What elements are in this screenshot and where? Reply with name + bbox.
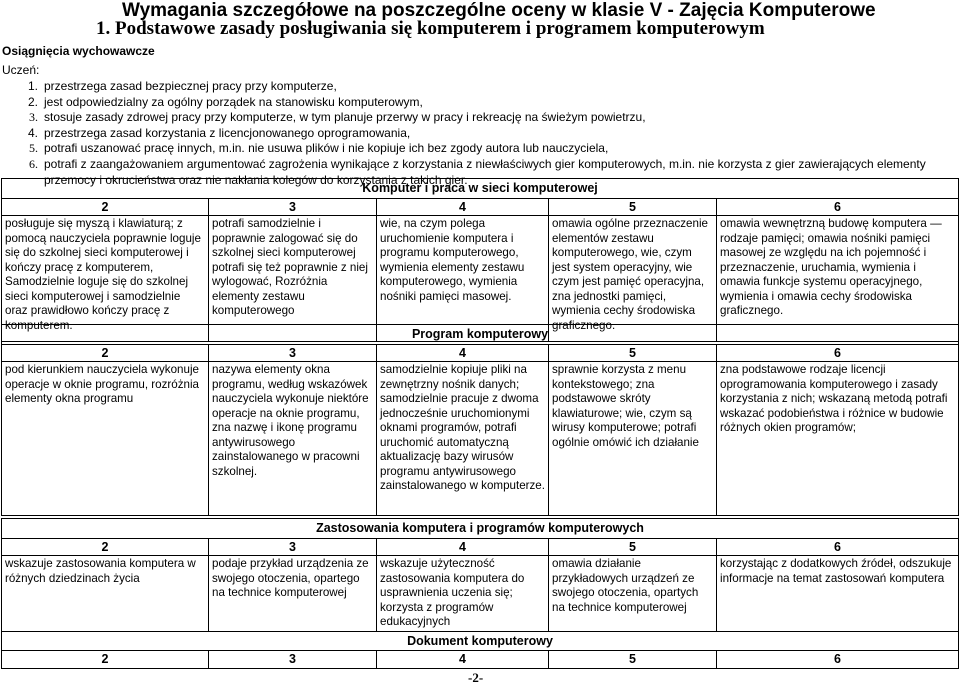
- list-item: 3. stosuje zasady zdrowej pracy przy komputerze, w tym planuje przerwy w pracy i rekreację na świeżym powietrzu,: [29, 110, 646, 125]
- grade-4-header: 4: [377, 344, 549, 362]
- table-cell: wie, na czym polega uruchomienie komputera i programu komputerowego, wymienia elementy zestawu komputerowego, wymienia nośniki pamięci masowej.: [377, 216, 549, 342]
- grade-6-header: 6: [717, 198, 959, 216]
- grade-5-header: 5: [549, 538, 717, 556]
- grade-4-header: 4: [377, 538, 549, 556]
- table-cell: posługuje się myszą i klawiaturą; z pomocą nauczyciela poprawnie loguje się do szkolnej sieci komputerowej i kończy pracę z komputerem, Samodzielnie loguje się do szkolnej sieci komputerowej i samodzielnie oraz prawidłowo kończy pracę z komputerem.: [2, 216, 209, 342]
- requirements-table-applications: [1, 518, 959, 669]
- table-cell: pod kierunkiem nauczyciela wykonuje operacje w oknie programu, rozróżnia elementy okna programu: [2, 362, 209, 516]
- document-title: Wymagania szczegółowe na poszczególne oceny w klasie V - Zajęcia Komputerowe: [122, 0, 876, 21]
- table-cell: wskazuje zastosowania komputera w różnych dziedzinach życia: [2, 556, 209, 632]
- list-item: 4. przestrzega zasad korzystania z licencjonowanego oprogramowania,: [27, 125, 411, 140]
- grade-2-header: 2: [2, 198, 209, 216]
- grade-3-header: 3: [209, 538, 377, 556]
- grade-5-header: 5: [549, 198, 717, 216]
- grade-5-header: 5: [549, 344, 717, 362]
- table-cell: wskazuje użyteczność zastosowania komputera do usprawnienia uczenia się; korzysta z programów edukacyjnych: [377, 556, 549, 632]
- table-cell: sprawnie korzysta z menu kontekstowego; zna podstawowe skróty klawiaturowe; wie, czym są wirusy komputerowe; potrafi ogólnie omówić ich działanie: [549, 362, 717, 516]
- table-cell: omawia wewnętrzną budowę komputera — rodzaje pamięci; omawia nośniki pamięci masowej ze względu na ich pojemność i przeznaczenie, uruchamia, wymienia i omawia funkcje systemu operacyjnego, wymienia i omawia cechy środowiska graficznego.: [717, 216, 959, 342]
- grade-3-header: 3: [209, 198, 377, 216]
- page-number: -2-: [468, 670, 484, 685]
- grade-2-header: 2: [2, 538, 209, 556]
- requirements-table-computer-network: [1, 178, 959, 342]
- table-cell: samodzielnie kopiuje pliki na zewnętrzny nośnik danych; samodzielnie pracuje z dwoma jednocześnie uruchomionymi oknami programów, potrafi uruchomić automatyczną aktualizację bazy wirusów programu antywirusowego zainstalowanego w komputerze.: [377, 362, 549, 516]
- grade-2-header: 2: [2, 651, 209, 669]
- table-cell: potrafi samodzielnie i poprawnie zalogować się do szkolnej sieci komputerowej potrafi się też poprawnie z niej wylogować, Rozróżnia elementy zestawu komputerowego: [209, 216, 377, 342]
- list-item: 1. przestrzega zasad bezpiecznej pracy przy komputerze,: [27, 79, 337, 93]
- table-cell: podaje przykład urządzenia ze swojego otoczenia, opartego na technice komputerowej: [209, 556, 377, 632]
- grade-5-header: 5: [549, 651, 717, 669]
- table-cell: nazywa elementy okna programu, według wskazówek nauczyciela wykonuje niektóre operacje na oknie programu, zna nazwę i ikonę programu antywirusowego zainstalowanego w pracowni szkolnej.: [209, 362, 377, 516]
- table-title: Program komputerowy: [2, 325, 959, 345]
- list-item: 6. potrafi z zaangażowaniem argumentować zagrożenia wynikające z korzystania z niewłaściwych gier komputerowych, m.in. nie korzysta z gier zawierających elementy przemocy i okrucieństwa oraz nie nakłania kolegów do korzystania z takich gier.: [29, 156, 926, 187]
- grade-6-header: 6: [717, 344, 959, 362]
- grade-4-header: 4: [377, 651, 549, 669]
- table-cell: korzystając z dodatkowych źródeł, odszukuje informacje na temat zastosowań komputera: [717, 556, 959, 632]
- list-item: 5. potrafi uszanować pracę innych, m.in. nie usuwa plików i nie kopiuje ich bez zgody autora lub nauczyciela,: [29, 141, 609, 156]
- grade-3-header: 3: [209, 651, 377, 669]
- section-heading: 1. Podstawowe zasady posługiwania się komputerem i programem komputerowym: [96, 18, 765, 39]
- student-label: Uczeń:: [2, 63, 40, 77]
- grade-3-header: 3: [209, 344, 377, 362]
- requirements-table-program: [1, 324, 959, 516]
- table-cell: omawia ogólne przeznaczenie elementów zestawu komputerowego, wie, czym jest system operacyjny, wie czym jest pamięć operacyjna, zna jednostki pamięci, wymienia cechy środowiska graficznego.: [549, 216, 717, 342]
- table-title: Komputer i praca w sieci komputerowej: [2, 179, 959, 199]
- grade-6-header: 6: [717, 538, 959, 556]
- table-cell: zna podstawowe rodzaje licencji oprogramowania komputerowego i zasady korzystania z nich; wskazaną metodą potrafi wskazać podobieństwa i różnice w budowie różnych okien programów;: [717, 362, 959, 516]
- grade-4-header: 4: [377, 198, 549, 216]
- table-cell: omawia działanie przykładowych urządzeń ze swojego otoczenia, opartych na technice komputerowej: [549, 556, 717, 632]
- list-item: 2. jest odpowiedzialny za ogólny porządek na stanowisku komputerowym,: [27, 94, 423, 109]
- table-title: Dokument komputerowy: [2, 631, 959, 651]
- achievements-list: [2, 79, 957, 188]
- grade-2-header: 2: [2, 344, 209, 362]
- table-title: Zastosowania komputera i programów komputerowych: [2, 519, 959, 539]
- grade-6-header: 6: [717, 651, 959, 669]
- achievements-heading: Osiągnięcia wychowawcze: [2, 44, 155, 58]
